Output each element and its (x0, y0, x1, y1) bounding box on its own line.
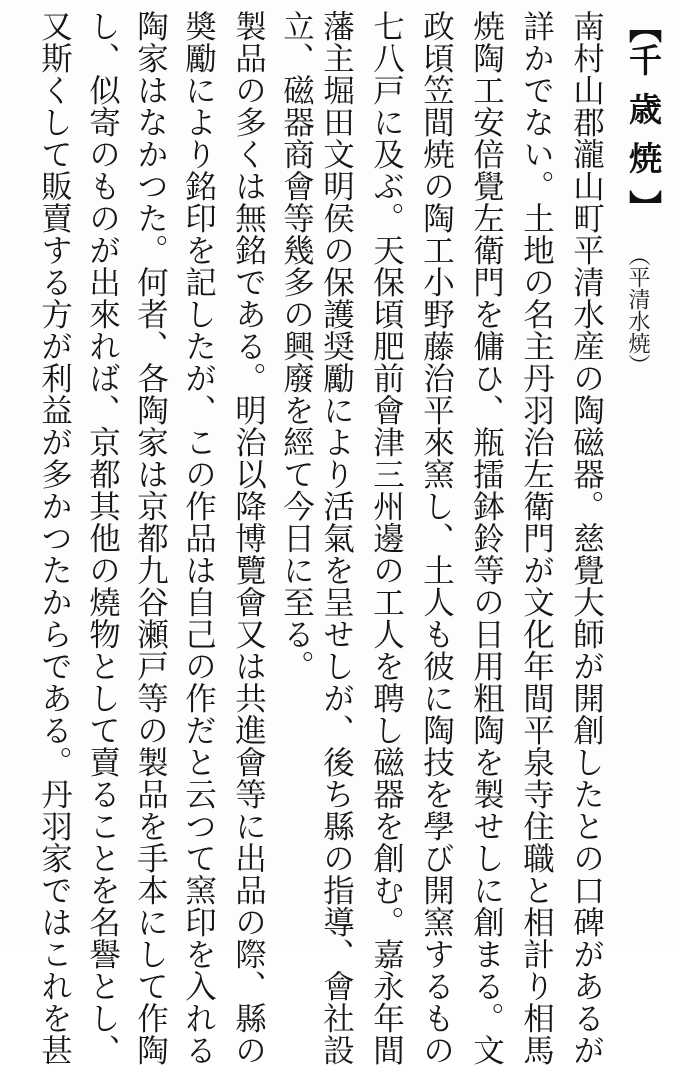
title-close-bracket: 】 (624, 190, 663, 223)
text-line-7: 立、磁器商會等幾多の興廢を經て今日に至る。 (278, 10, 315, 682)
text-line-11: し、似寄のものが出來れば、京都其他の燒物として賣ることを名譽とし、 (84, 10, 121, 1066)
text-line-2: 詳かでない。土地の名主丹羽治左衛門が文化年間平泉寺住職と相計り相馬 (518, 10, 555, 1066)
text-line-6: 藩主堀田文明侯の保護奨勵により活氣を呈せしが、後ち縣の指導、會社設 (318, 10, 355, 1066)
text-line-12: 又斯くして販賣する方が利益が多かつたからである。丹羽家ではこれを甚 (36, 10, 73, 1066)
entry-heading (606, 10, 663, 223)
title-open-bracket: 【 (624, 10, 663, 43)
text-line-3: 焼陶工安倍覺左衛門を傭ひ、瓶擂鉢鈴等の日用粗陶を製せしに創まる。文 (468, 10, 505, 1066)
text-line-4: 政頃笠間焼の陶工小野藤治平來窯し、土人も彼に陶技を學び開窯するもの (418, 10, 455, 1066)
text-line-1: 南村山郡瀧山町平清水産の陶磁器。慈覺大師が開創したとの口碑があるが (568, 10, 605, 1066)
text-line-9: 奬勵により銘印を記したが、この作品は自己の作だと云つて窯印を入れる (180, 10, 217, 1066)
text-line-8: 製品の多くは無銘である。明治以降博覽會又は共進會等に出品の際、縣の (230, 10, 267, 1066)
entry-subtitle: （平清水焼） (625, 244, 650, 376)
text-line-5: 七八戸に及ぶ。天保頃肥前會津三州邊の工人を聘し磁器を創む。嘉永年間 (368, 10, 405, 1066)
text-line-10: 陶家はなかつた。何者、各陶家は京都九谷瀬戸等の製品を手本にして作陶 (132, 10, 169, 1066)
entry-title: 千歳焼 (624, 43, 663, 190)
